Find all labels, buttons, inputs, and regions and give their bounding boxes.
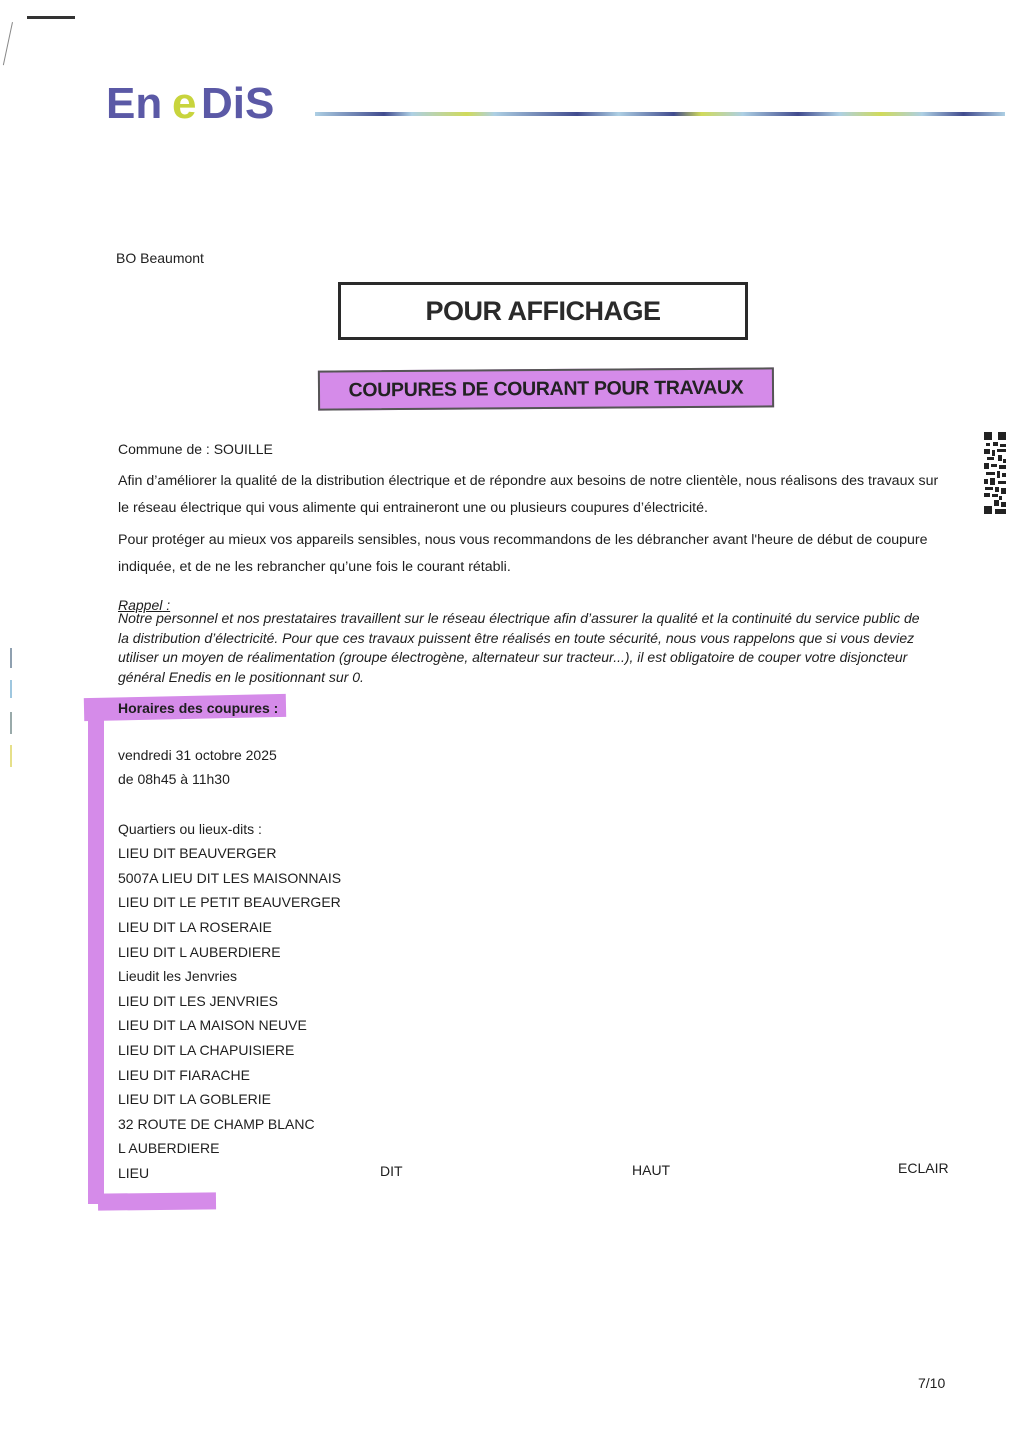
margin-mark (10, 745, 12, 767)
scan-corner-mark (27, 16, 75, 19)
list-item: LIEU DIT LES JENVRIES (118, 993, 279, 1009)
margin-mark (10, 648, 12, 668)
horaires-date: vendredi 31 octobre 2025 (118, 747, 277, 763)
highlight-bracket-horizontal (98, 1192, 216, 1210)
svg-text:e: e (172, 79, 197, 128)
list-item: 32 ROUTE DE CHAMP BLANC (118, 1116, 315, 1132)
paragraph-recommandation: Pour protéger au mieux vos appareils sensibles, nous vous recommandons de les débrancher avant l'heure de début de coupure indiquée, et de ne les rebrancher qu’une fois le courant rétabli. (118, 532, 928, 575)
margin-mark (10, 712, 12, 734)
rappel-label-text: Rappel (118, 597, 163, 613)
svg-text:DiS: DiS (201, 79, 275, 128)
list-item: LIEU DIT L AUBERDIERE (118, 944, 281, 960)
office-name: BO Beaumont (116, 250, 204, 266)
enedis-logo (106, 78, 306, 128)
last-line-word: HAUT (632, 1162, 671, 1178)
barcode-icon (984, 432, 1006, 514)
list-item: LIEU DIT LA MAISON NEUVE (118, 1017, 307, 1033)
coupures-banner: COUPURES DE COURANT POUR TRAVAUX (318, 367, 774, 410)
logo-rule (315, 112, 1005, 116)
list-item: LIEU DIT LE PETIT BEAUVERGER (118, 894, 341, 910)
pour-affichage-banner: POUR AFFICHAGE (338, 282, 748, 340)
list-item: L AUBERDIERE (118, 1140, 220, 1156)
list-item: 5007A LIEU DIT LES MAISONNAIS (118, 870, 342, 886)
highlight-bracket-vertical (88, 716, 104, 1204)
last-line-word: ECLAIR (898, 1160, 949, 1176)
last-line-word: DIT (380, 1163, 403, 1179)
list-item: LIEU DIT LA CHAPUISIERE (118, 1042, 295, 1058)
rappel-label: Rappel : (118, 597, 171, 613)
list-item: LIEU DIT LA ROSERAIE (118, 919, 272, 935)
horaires-time: de 08h45 à 11h30 (118, 771, 230, 787)
scan-corner-edge (3, 22, 13, 65)
last-line-word: LIEU (118, 1165, 150, 1181)
svg-text:En: En (106, 79, 163, 128)
rappel-text: Notre personnel et nos prestataires travaillent sur le réseau électrique afin d’assurer la qualité et la continuité du service public de la distribution d’électricité. Pour que ces travaux puissent être réalisés en toute sécurité, nous vous rappelons que si vous deviez utiliser un moyen de réalimentation (groupe électrogène, alternateur sur tracteur...), il est obligatoire de couper votre disjoncteur général Enedis en le positionnant sur 0. (118, 610, 920, 685)
paragraph-intro: Afin d’améliorer la qualité de la distribution électrique et de répondre aux besoins de notre clientèle, nous réalisons des travaux sur le réseau électrique qui vous alimente qui entraineront une ou plusieurs coupures d’électricité. (118, 473, 939, 516)
list-item: LIEU DIT LA GOBLERIE (118, 1091, 272, 1107)
list-item: LIEU DIT BEAUVERGER (118, 845, 277, 861)
quartiers-label: Quartiers ou lieux-dits : (118, 821, 262, 837)
horaires-label: Horaires des coupures : (118, 700, 279, 716)
list-item: LIEU DIT FIARACHE (118, 1067, 250, 1083)
commune: Commune de : SOUILLE (118, 441, 273, 457)
margin-mark (10, 680, 12, 698)
page-number: 7/10 (918, 1375, 946, 1391)
list-item: Lieudit les Jenvries (118, 968, 238, 984)
